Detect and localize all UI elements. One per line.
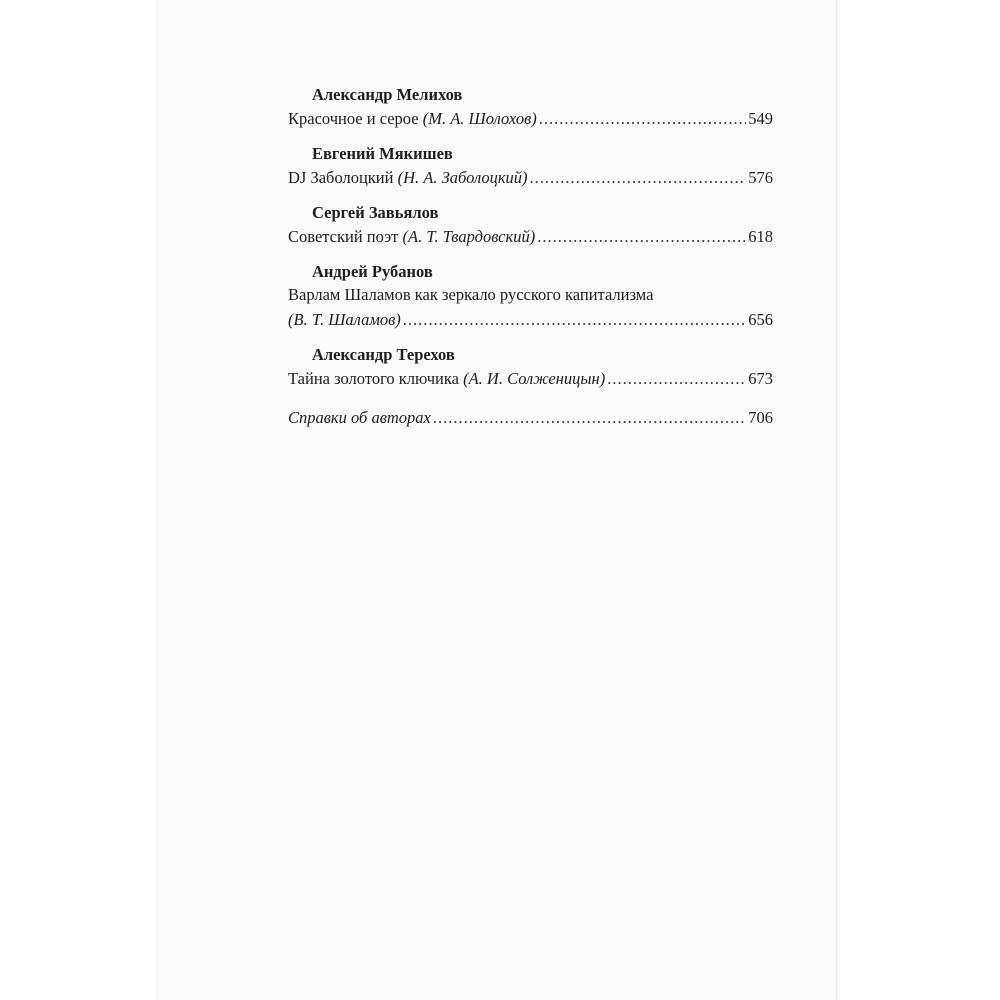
toc-leader [530,165,747,190]
toc-entry [288,202,773,249]
toc-leader [607,366,746,391]
toc-title: Тайна золотого ключика [288,369,459,388]
toc-appendix [288,405,773,430]
toc-page-number: 618 [748,227,773,246]
toc-source: (А. И. Солженицын) [463,369,606,388]
toc-title: Советский поэт [288,227,399,246]
toc-appendix-title: Справки об авторах [288,408,431,427]
toc-entry [288,261,773,332]
toc-source: (А. Т. Твардовский) [402,227,536,246]
toc-title: DJ Заболоцкий [288,168,394,187]
toc-line [288,307,773,332]
toc-line [288,106,773,131]
toc-author: Александр Мелихов [312,85,463,104]
toc-source: (М. А. Шолохов) [422,109,537,128]
toc-page-number: 549 [748,109,773,128]
toc-title: Красочное и серое [288,109,419,128]
toc-leader [537,224,746,249]
toc-author: Андрей Рубанов [312,262,433,281]
toc-leader [403,307,746,332]
toc-author: Евгений Мякишев [312,144,453,163]
toc-page-number: 656 [748,310,773,329]
toc-line [288,224,773,249]
toc-leader [433,405,746,430]
toc-source: (Н. А. Заболоцкий) [397,168,528,187]
toc-entry [288,344,773,391]
toc-page-number: 576 [748,168,773,187]
toc-source: (В. Т. Шаламов) [288,310,401,329]
toc-line [288,405,773,430]
toc-leader [539,106,747,131]
toc-entry [288,84,773,131]
toc-line [288,165,773,190]
toc-page-number: 706 [748,408,773,427]
table-of-contents [288,84,773,442]
toc-line [288,366,773,391]
toc-author: Александр Терехов [312,345,455,364]
toc-title: Варлам Шаламов как зеркало русского капитализма [288,285,654,304]
toc-entry [288,143,773,190]
toc-author: Сергей Завьялов [312,203,439,222]
toc-page-number: 673 [748,369,773,388]
